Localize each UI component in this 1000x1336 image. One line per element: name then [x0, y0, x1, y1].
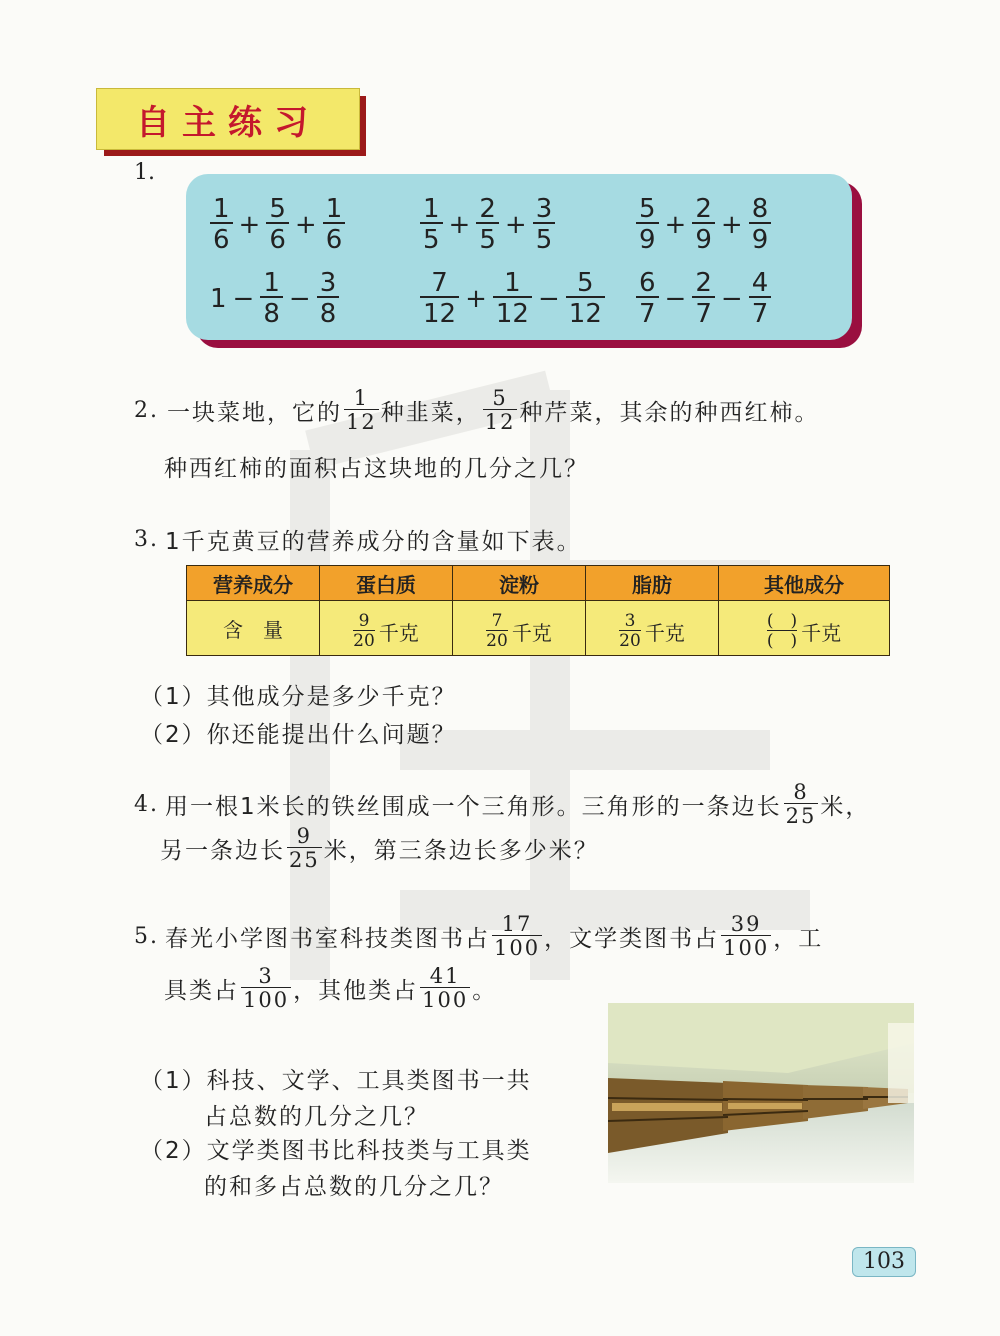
- question-3-sub-2: （2）你还能提出什么问题？: [140, 722, 457, 748]
- numerator: 1: [353, 386, 370, 410]
- table-header-cell: 蛋白质: [320, 566, 453, 601]
- question-5-line-2: [164, 966, 497, 1011]
- operator: +: [238, 209, 261, 240]
- fraction: [566, 270, 605, 327]
- fraction: [420, 270, 459, 327]
- question-2-line-1: [134, 388, 819, 433]
- fraction: [692, 270, 715, 327]
- denominator: 12: [484, 410, 516, 434]
- fraction: [721, 914, 771, 959]
- table-cell: [453, 601, 586, 656]
- numerator: 7: [491, 610, 503, 631]
- unit-label: 千克: [644, 620, 685, 645]
- question-5-text-d: 具类占: [164, 978, 239, 1004]
- numerator: 1: [263, 268, 280, 298]
- fraction: [241, 966, 291, 1011]
- numerator: 1: [504, 268, 521, 298]
- question-4-line-1: [134, 782, 870, 827]
- denominator: 100: [243, 988, 290, 1012]
- fraction: [784, 782, 819, 827]
- exercise-expression: [636, 196, 771, 253]
- numerator: 9: [296, 824, 313, 848]
- table-header-cell: 淀粉: [453, 566, 586, 601]
- table-cell: [586, 601, 719, 656]
- numerator: 8: [751, 194, 769, 224]
- table-row-label: 含 量: [187, 601, 320, 656]
- question-2-text-a: 一块菜地，它的: [167, 400, 342, 426]
- fraction: [619, 610, 641, 651]
- fraction: [210, 196, 233, 253]
- numerator: 5: [269, 194, 286, 224]
- question-5-text-b: ，文学类图书占: [544, 926, 720, 952]
- denominator: 8: [317, 296, 340, 327]
- fraction: [492, 914, 542, 959]
- denominator: 9: [692, 222, 715, 253]
- denominator: 100: [422, 988, 469, 1012]
- fraction: [692, 196, 715, 253]
- table-header-row: [187, 566, 890, 601]
- question-3-text: 1千克黄豆的营养成分的含量如下表。: [165, 529, 582, 555]
- denominator: 9: [636, 222, 659, 253]
- fraction: [266, 196, 289, 253]
- numerator: 3: [258, 964, 274, 988]
- numerator: 2: [695, 268, 712, 298]
- fraction: [483, 388, 518, 433]
- question-5-text-e: ，其他类占: [293, 978, 419, 1004]
- operator: +: [720, 209, 743, 240]
- numerator: 3: [319, 268, 337, 298]
- fraction: [353, 610, 375, 651]
- numerator: 41: [429, 964, 461, 988]
- question-4-line-2: [160, 826, 599, 871]
- question-4-text-b: 米，: [820, 794, 871, 820]
- denominator: 25: [289, 848, 320, 872]
- operator: −: [664, 283, 687, 314]
- fraction: [533, 196, 556, 253]
- section-title: 自主练习: [96, 88, 360, 150]
- numerator: 5: [492, 386, 508, 410]
- question-5-text-c: ，工: [773, 926, 824, 952]
- denominator: 12: [420, 296, 459, 327]
- numerator: 2: [695, 194, 712, 224]
- operator: −: [232, 283, 255, 314]
- library-photo: [608, 1003, 914, 1183]
- table-cell: [719, 601, 890, 656]
- question-3-line: [134, 523, 582, 556]
- fraction: [493, 270, 532, 327]
- denominator: 7: [636, 296, 659, 327]
- operator: +: [664, 209, 687, 240]
- question-5-sub-2b: 的和多占总数的几分之几？: [204, 1174, 504, 1200]
- denominator: 8: [260, 296, 283, 327]
- fraction: [317, 270, 340, 327]
- numerator-blank: ( ): [766, 610, 798, 631]
- unit-label: 千克: [511, 620, 552, 645]
- numerator: 4: [751, 268, 769, 298]
- fraction: [323, 196, 346, 253]
- question-5-sub-1b: 占总数的几分之几？: [204, 1104, 429, 1130]
- exercise-expression: [210, 196, 345, 253]
- denominator: 6: [323, 222, 346, 253]
- operator: −: [537, 283, 560, 314]
- denominator: 12: [346, 410, 377, 434]
- question-5-text-f: 。: [472, 978, 498, 1004]
- question-5-sub-2a: （2）文学类图书比科技类与工具类: [140, 1138, 532, 1164]
- unit-label: 千克: [378, 620, 419, 645]
- operator: +: [448, 209, 471, 240]
- numerator: 8: [793, 780, 809, 804]
- fraction: [636, 196, 659, 253]
- unit-label: 千克: [801, 620, 842, 645]
- question-4-number: 4.: [134, 792, 159, 817]
- table-cell: [320, 601, 453, 656]
- question-2-text-b: 种韭菜，: [380, 400, 481, 426]
- table-row: [187, 601, 890, 656]
- fraction: [636, 270, 659, 327]
- exercise-expression: [210, 270, 339, 327]
- question-5-text-a: 春光小学图书室科技类图书占: [165, 926, 490, 952]
- fraction: [287, 826, 322, 871]
- fraction: [260, 270, 283, 327]
- denominator: 25: [785, 804, 817, 828]
- fraction: [749, 196, 772, 253]
- denominator: 5: [476, 222, 499, 253]
- denominator: 5: [420, 222, 443, 253]
- numerator: 2: [479, 194, 496, 224]
- fraction: [749, 270, 772, 327]
- numerator: 1: [213, 194, 230, 224]
- question-4-text-d: 米，第三条边长多少米？: [323, 838, 599, 864]
- denominator: 20: [353, 630, 375, 651]
- denominator: 100: [494, 936, 541, 960]
- numerator: 7: [431, 268, 448, 298]
- denominator: 20: [486, 630, 508, 651]
- operator: +: [465, 283, 487, 314]
- whole-number: 1: [210, 283, 227, 314]
- denominator: 12: [566, 296, 605, 327]
- fraction: [344, 388, 379, 433]
- question-5-number: 5.: [134, 924, 159, 949]
- numerator: 17: [501, 912, 533, 936]
- numerator: 3: [624, 610, 636, 631]
- numerator: 5: [577, 268, 594, 298]
- fraction: [420, 966, 470, 1011]
- question-4-text-a: 用一根1米长的铁丝围成一个三角形。三角形的一条边长: [165, 794, 782, 820]
- denominator: 5: [533, 222, 556, 253]
- question-3-sub-1: （1）其他成分是多少千克？: [140, 684, 457, 710]
- table-header-cell: 其他成分: [719, 566, 890, 601]
- denominator: 100: [723, 936, 770, 960]
- denominator: 6: [266, 222, 289, 253]
- question-3-number: 3.: [134, 527, 159, 552]
- exercise-expression: [420, 270, 605, 327]
- exercise-expression: [420, 196, 555, 253]
- exercise-expression: [636, 270, 771, 327]
- denominator: 7: [749, 296, 772, 327]
- denominator: 6: [210, 222, 233, 253]
- question-4-text-c: 另一条边长: [160, 838, 285, 864]
- numerator: 6: [639, 268, 656, 298]
- numerator: 5: [639, 194, 656, 224]
- table-header-cell: 脂肪: [586, 566, 719, 601]
- fraction: [486, 610, 508, 651]
- nutrition-table: [186, 565, 890, 656]
- numerator: 1: [325, 194, 343, 224]
- operator: −: [288, 283, 311, 314]
- operator: −: [720, 283, 743, 314]
- denominator: 9: [749, 222, 772, 253]
- question-5-sub-1a: （1）科技、文学、工具类图书一共: [140, 1068, 532, 1094]
- numerator: 39: [730, 912, 762, 936]
- numerator: 3: [535, 194, 553, 224]
- denominator: 12: [493, 296, 532, 327]
- denominator: 7: [692, 296, 715, 327]
- denominator: 20: [619, 630, 641, 651]
- page-number: 103: [852, 1247, 916, 1277]
- denominator-blank: ( ): [766, 630, 798, 651]
- table-header-cell: 营养成分: [187, 566, 320, 601]
- question-1-number: 1.: [134, 160, 155, 185]
- question-2-line-2: 种西红柿的面积占这块地的几分之几？: [164, 456, 589, 482]
- numerator: 9: [358, 610, 370, 631]
- operator: +: [294, 209, 317, 240]
- fraction: [476, 196, 499, 253]
- question-5-line-1: [134, 914, 823, 959]
- operator: +: [504, 209, 527, 240]
- fraction: [420, 196, 443, 253]
- question-2-number: 2.: [134, 398, 159, 423]
- blank-fraction: [766, 610, 798, 651]
- numerator: 1: [423, 194, 440, 224]
- question-2-text-c: 种芹菜，其余的种西红柿。: [519, 400, 820, 426]
